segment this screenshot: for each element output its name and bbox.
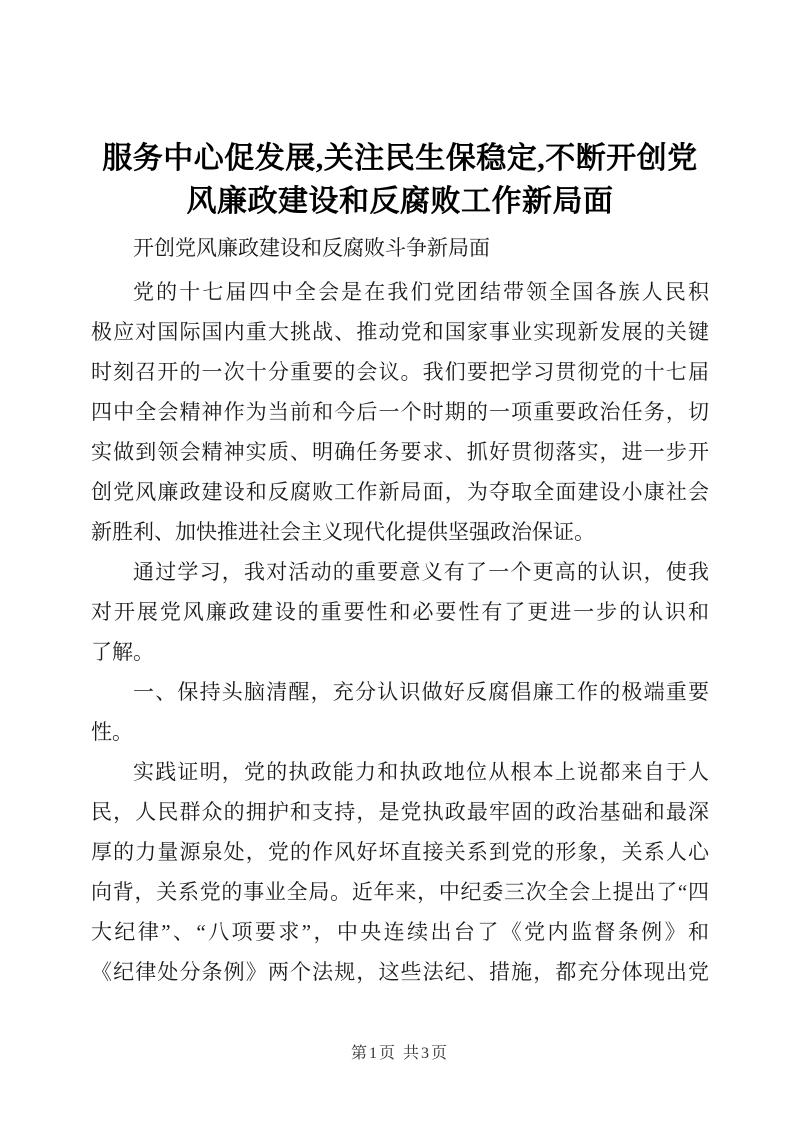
- paragraph-line: 党的十七届四中全会是在我们党团结带领全国各族人民积: [133, 280, 709, 304]
- page-footer: [0, 1040, 800, 1063]
- paragraph-line: 时刻召开的一次十分重要的会议。我们要把学习贯彻党的十七届: [91, 360, 709, 384]
- page-title-line-1: 服务中心促发展,关注民生保稳定,不断开创党: [102, 142, 698, 175]
- page-title: [91, 137, 709, 223]
- paragraph-line: 通过学习，我对活动的重要意义有了一个更高的认识，使我: [133, 560, 709, 584]
- paragraph-line: 厚的力量源泉处，党的作风好坏直接关系到党的形象，关系人心: [91, 840, 709, 864]
- paragraph-line: 《纪律处分条例》两个法规，这些法纪、措施，都充分体现出党: [91, 960, 709, 984]
- paragraph-line: 实践证明，党的执政能力和执政地位从根本上说都来自于人: [133, 760, 709, 784]
- paragraph-line: 民，人民群众的拥护和支持，是党执政最牢固的政治基础和最深: [91, 800, 709, 824]
- page-title-line-2: 风廉政建设和反腐败工作新局面: [186, 185, 614, 218]
- paragraph-line: 对开展党风廉政建设的重要性和必要性有了更进一步的认识和: [91, 600, 709, 624]
- paragraph-line: 新胜利、加快推进社会主义现代化提供坚强政治保证。: [91, 520, 595, 544]
- paragraph-line: 向背，关系党的事业全局。近年来，中纪委三次全会上提出了“四: [91, 880, 709, 904]
- paragraph-line: 极应对国际国内重大挑战、推动党和国家事业实现新发展的关键: [91, 320, 709, 344]
- paragraph-line: 性。: [91, 720, 133, 744]
- paragraph-line: 四中全会精神作为当前和今后一个时期的一项重要政治任务，切: [91, 400, 709, 424]
- paragraph-line: 一、保持头脑清醒，充分认识做好反腐倡廉工作的极端重要: [133, 680, 709, 704]
- document-body: [91, 272, 709, 992]
- paragraph-3: [91, 672, 709, 752]
- paragraph-1: [91, 272, 709, 552]
- paragraph-line: 了解。: [91, 640, 154, 664]
- paragraph-line: 实做到领会精神实质、明确任务要求、抓好贯彻落实，进一步开: [91, 440, 709, 464]
- page-number-label: 第1页 共3页: [350, 1045, 449, 1062]
- paragraph-line: 大纪律”、“八项要求”，中央连续出台了《党内监督条例》和: [91, 920, 709, 944]
- paragraph-2: [91, 552, 709, 672]
- paragraph-line: 创党风廉政建设和反腐败工作新局面，为夺取全面建设小康社会: [91, 480, 709, 504]
- paragraph-4: [91, 752, 709, 992]
- page-subtitle: 开创党风廉政建设和反腐败斗争新局面: [133, 236, 490, 260]
